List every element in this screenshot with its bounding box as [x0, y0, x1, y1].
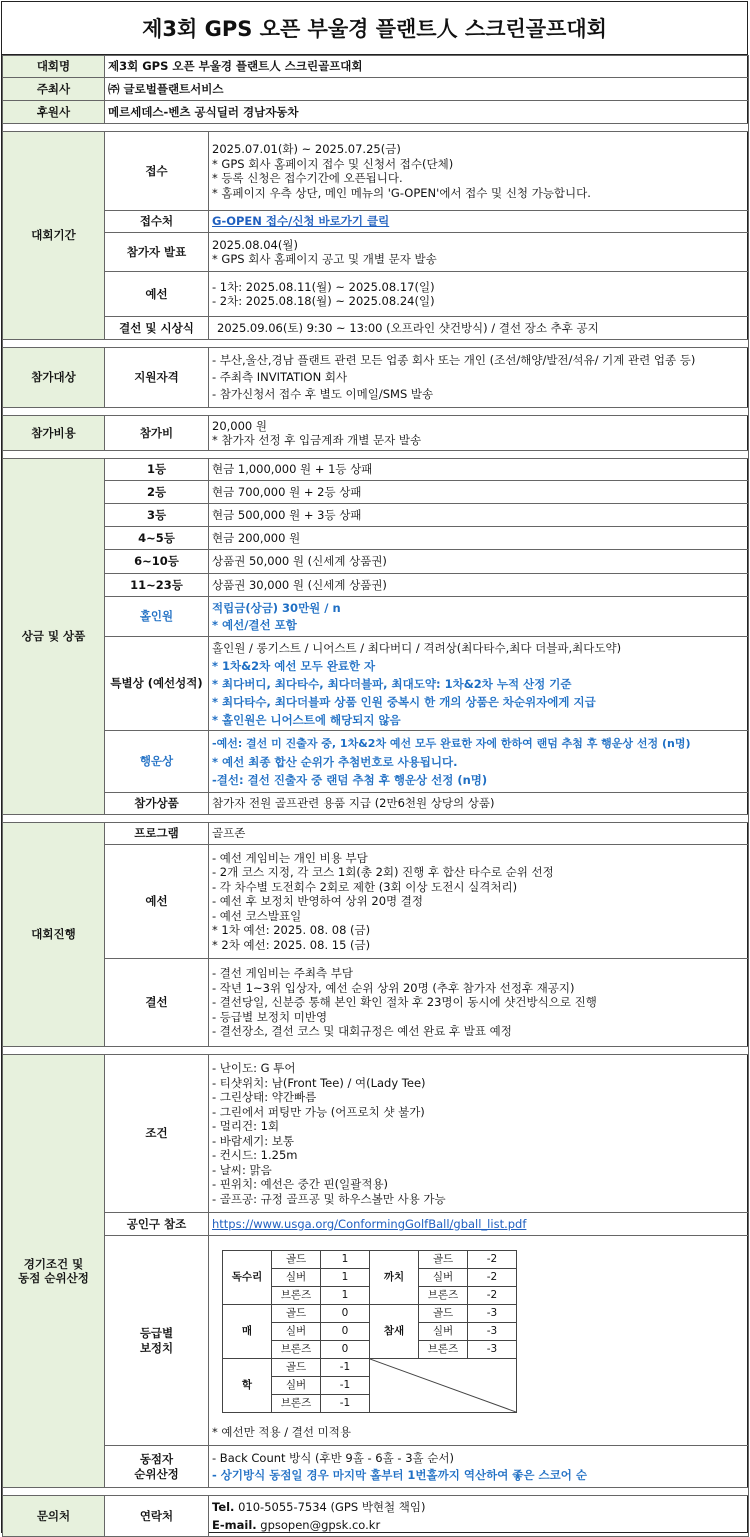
qualification-value — [209, 348, 749, 408]
program-value: 골프존 — [209, 823, 749, 845]
grade-medal: 실버 — [272, 1377, 321, 1395]
gift-label: 참가상품 — [105, 793, 209, 815]
email-label: E-mail. — [212, 1518, 257, 1532]
tie-label-line: 동점자 — [139, 1452, 174, 1466]
grade-bonus: -1 — [321, 1359, 370, 1377]
gift-value: 참가자 전원 골프관련 용품 지급 (2만6천원 상당의 상품) — [209, 793, 749, 815]
grade-medal: 브론즈 — [419, 1287, 468, 1305]
grade-medal: 골드 — [272, 1305, 321, 1323]
special-prize-label: 특별상 (예선성적) — [105, 637, 209, 731]
sponsor-label: 후원사 — [3, 101, 105, 124]
prelim-period-label: 예선 — [105, 272, 209, 317]
prelim-line: - 예선 후 보정치 반영하여 상위 20명 결정 — [212, 894, 424, 909]
rank-label: 1등 — [105, 459, 209, 481]
host-label: 주최사 — [3, 78, 105, 101]
qualification-label: 지원자격 — [105, 348, 209, 408]
row-qualification — [3, 348, 749, 408]
rank-value: 상품권 50,000 원 (신세계 상품권) — [209, 550, 749, 574]
condition-line: - 멀리건: 1회 — [212, 1119, 280, 1133]
tie-value — [209, 1446, 749, 1488]
row-prize-rank — [3, 574, 749, 597]
condition-line: - 난이도: G 투어 — [212, 1061, 296, 1075]
email-value[interactable]: gpsopen@gpsk.co.kr — [260, 1518, 381, 1532]
grade-bonus: -2 — [468, 1251, 517, 1269]
grade-medal: 브론즈 — [272, 1341, 321, 1359]
g-open-link[interactable]: G-OPEN 접수/신청 바로가기 클릭 — [212, 214, 390, 229]
fee-value — [209, 416, 749, 451]
empty-diagonal-cell — [370, 1359, 517, 1413]
grade-bonus: 1 — [321, 1251, 370, 1269]
grade-medal: 브론즈 — [419, 1341, 468, 1359]
lucky-prize-line: -예선: 결선 미 진출자 중, 1차&2차 예선 모두 완료한 자에 한하여 랜덤 추첨 후 행운상 선정 (n명) — [212, 736, 691, 750]
grade-medal: 브론즈 — [272, 1287, 321, 1305]
tel-value: 010-5055-7534 (GPS 박현철 책임) — [238, 1500, 426, 1514]
grade-medal: 골드 — [272, 1251, 321, 1269]
hole-in-one-line: * 예선/결선 포함 — [212, 617, 297, 632]
prelim-line: * 2차 예선: 2025. 08. 15 (금) — [212, 937, 371, 952]
rank-value: 현금 500,000 원 + 3등 상패 — [209, 504, 749, 527]
grade-medal: 실버 — [419, 1269, 468, 1287]
special-prize-line: * 1차&2차 예선 모두 완료한 자 — [212, 658, 376, 673]
row-final — [3, 959, 749, 1047]
lucky-prize-value — [209, 731, 749, 793]
special-prize-first: 홀인원 / 롱기스트 / 니어스트 / 최다버디 / 격려상(최다타수,최다 더블파,최다도약) — [212, 640, 622, 655]
conditions-label-line: 동점 순위산정 — [18, 1271, 89, 1285]
row-receipt-place — [3, 211, 749, 233]
tel-label: Tel. — [212, 1500, 235, 1514]
grade-medal: 실버 — [419, 1323, 468, 1341]
grade-medal: 브론즈 — [272, 1395, 321, 1413]
rank-value: 현금 1,000,000 원 + 1등 상패 — [209, 459, 749, 481]
row-lucky-prize — [3, 731, 749, 793]
tie-line: - 상기방식 동점일 경우 마지막 홀부터 1번홀까지 역산하여 좋은 스코어 순 — [212, 1467, 587, 1482]
host-value: ㈜ 글로벌플랜트서비스 — [105, 78, 749, 101]
condition-line: - 그린에서 퍼팅만 가능 (어프로치 샷 불가) — [212, 1104, 425, 1119]
ball-list-link[interactable]: https://www.usga.org/ConformingGolfBall/gball_list.pdf — [212, 1216, 527, 1231]
final-line: - 결선당일, 신분증 통해 본인 확인 절차 후 23명이 동시에 샷건방식으로 진행 — [212, 995, 597, 1010]
condition-label: 조건 — [105, 1055, 209, 1213]
rank-value: 현금 700,000 원 + 2등 상패 — [209, 481, 749, 504]
grade-label — [105, 1236, 209, 1446]
grade-label-line: 보정치 — [139, 1340, 174, 1355]
contact-email — [212, 1516, 745, 1534]
poster — [1, 1, 748, 1533]
receipt-line: * 등록 신청은 접수기간에 오픈됩니다. — [212, 171, 403, 185]
special-prize-line: * 홀인원은 니어스트에 해당되지 않음 — [212, 712, 401, 727]
prelim-period-value — [209, 272, 749, 317]
row-hole-in-one — [3, 597, 749, 637]
row-fee — [3, 416, 749, 451]
grade-note: * 예선만 적용 / 결선 미적용 — [212, 1425, 351, 1439]
row-program — [3, 823, 749, 845]
grade-value — [209, 1236, 749, 1446]
rank-label: 2등 — [105, 481, 209, 504]
grade-bonus: 0 — [321, 1341, 370, 1359]
grade-bonus: -1 — [321, 1377, 370, 1395]
row-ball — [3, 1213, 749, 1236]
tie-label — [105, 1446, 209, 1488]
row-gift — [3, 793, 749, 815]
receipt-label: 접수 — [105, 132, 209, 211]
prelim-line: * 1차 예선: 2025. 08. 08 (금) — [212, 923, 371, 938]
contact-sub-label: 연락처 — [105, 1496, 209, 1537]
row-prize-rank — [3, 550, 749, 574]
row-prize-rank — [3, 504, 749, 527]
condition-line: - 바람세기: 보통 — [212, 1133, 294, 1148]
announce-label: 참가자 발표 — [105, 233, 209, 272]
prelim-line: - 예선 게임비는 개인 비용 부담 — [212, 850, 368, 865]
grade-bonus: -2 — [468, 1287, 517, 1305]
hole-in-one-value — [209, 597, 749, 637]
event-name-value: 제3회 GPS 오픈 부울경 플랜트人 스크린골프대회 — [105, 56, 749, 78]
grade-medal: 골드 — [272, 1359, 321, 1377]
qualification-line: - 참가신청서 접수 후 별도 이메일/SMS 발송 — [212, 387, 434, 401]
receipt-place-label: 접수처 — [105, 211, 209, 233]
conditions-label-line: 경기조건 및 — [23, 1256, 84, 1271]
prelim-label: 예선 — [105, 845, 209, 959]
tie-line: - Back Count 방식 (후반 9홀 - 6홀 - 3홀 순서) — [212, 1450, 454, 1465]
rank-label: 4~5등 — [105, 527, 209, 550]
grade-name: 학 — [223, 1359, 272, 1413]
progress-label: 대회진행 — [3, 823, 105, 1047]
grade-bonus-table — [222, 1250, 517, 1413]
info-table — [2, 55, 749, 1537]
final-period-value: 2025.09.06(토) 9:30 ~ 13:00 (오프라인 샷건방식) / 결선 장소 추후 공지 — [209, 317, 749, 340]
prizes-label: 상금 및 상품 — [3, 459, 105, 815]
tie-label-line: 순위산정 — [134, 1466, 179, 1481]
special-prize-value — [209, 637, 749, 731]
receipt-line: 2025.07.01(화) ~ 2025.07.25(금) — [212, 142, 401, 156]
receipt-line: * 홈페이지 우측 상단, 메인 메뉴의 'G-OPEN'에서 접수 및 신청 가능합니다. — [212, 185, 591, 200]
prelim-period-line: - 2차: 2025.08.18(월) ~ 2025.08.24(일) — [212, 294, 435, 308]
grade-medal: 골드 — [419, 1305, 468, 1323]
contact-label: 문의처 — [3, 1496, 105, 1537]
condition-line: - 그린상태: 약간빠름 — [212, 1090, 317, 1104]
row-special-prize — [3, 637, 749, 731]
grade-label-line: 등급별 — [139, 1326, 174, 1340]
grade-bonus: -2 — [468, 1269, 517, 1287]
program-label: 프로그램 — [105, 823, 209, 845]
special-prize-line: * 최다버디, 최다타수, 최다더블파, 최대도약: 1차&2차 누적 산정 기준 — [212, 676, 572, 691]
condition-line: - 컨시드: 1.25m — [212, 1148, 298, 1162]
announce-line: 2025.08.04(월) — [212, 237, 298, 252]
diagonal-line — [370, 1359, 516, 1412]
prelim-value — [209, 845, 749, 959]
grade-medal: 골드 — [419, 1251, 468, 1269]
prelim-line: - 2개 코스 지정, 각 코스 1회(총 2회) 진행 후 합산 타수로 순위 선정 — [212, 865, 554, 880]
ball-label: 공인구 참조 — [105, 1213, 209, 1236]
qualification-line: - 부산,울산,경남 플랜트 관련 모든 업종 회사 또는 개인 (조선/해양/발전/석유/ 기계 관련 업종 등) — [212, 353, 696, 367]
lucky-prize-line: -결선: 결선 진출자 중 랜덤 추첨 후 행운상 선정 (n명) — [212, 772, 488, 787]
rank-label: 6~10등 — [105, 550, 209, 574]
row-prelim-period — [3, 272, 749, 317]
rank-label: 3등 — [105, 504, 209, 527]
condition-line: - 핀위치: 예선은 중간 핀(일괄적용) — [212, 1177, 389, 1191]
final-label: 결선 — [105, 959, 209, 1047]
row-prize-rank — [3, 527, 749, 550]
lucky-prize-label: 행운상 — [105, 731, 209, 793]
grade-bonus: -3 — [468, 1323, 517, 1341]
hole-in-one-label: 홀인원 — [105, 597, 209, 637]
conditions-label — [3, 1055, 105, 1488]
grade-bonus: 0 — [321, 1323, 370, 1341]
grade-bonus: -3 — [468, 1341, 517, 1359]
row-contact — [3, 1496, 749, 1537]
hole-in-one-line: 적립금(상금) 30만원 / n — [212, 600, 341, 615]
fee-sub-label: 참가비 — [105, 416, 209, 451]
receipt-line: * GPS 회사 홈페이지 접수 및 신청서 접수(단체) — [212, 156, 454, 171]
grade-bonus: -3 — [468, 1305, 517, 1323]
final-line: - 결선 게임비는 주최측 부담 — [212, 966, 353, 981]
grade-name: 참새 — [370, 1305, 419, 1359]
prelim-line: - 각 차수별 도전회수 2회로 제한 (3회 이상 도전시 실격처리) — [212, 879, 518, 894]
row-prize-rank — [3, 481, 749, 504]
grade-bonus: 0 — [321, 1305, 370, 1323]
event-name-label: 대회명 — [3, 56, 105, 78]
grade-bonus: -1 — [321, 1395, 370, 1413]
fee-line: 20,000 원 — [212, 418, 268, 433]
condition-line: - 날씨: 맑음 — [212, 1162, 272, 1177]
ball-value — [209, 1213, 749, 1236]
prelim-line: - 예선 코스발표일 — [212, 908, 302, 923]
grade-name: 독수리 — [223, 1251, 272, 1305]
prelim-period-line: - 1차: 2025.08.11(월) ~ 2025.08.17(일) — [212, 279, 435, 294]
receipt-value — [209, 132, 749, 211]
grade-bonus: 1 — [321, 1269, 370, 1287]
grade-medal: 실버 — [272, 1269, 321, 1287]
announce-value — [209, 233, 749, 272]
row-event-name — [3, 56, 749, 78]
row-sponsor — [3, 101, 749, 124]
row-announce — [3, 233, 749, 272]
condition-line: - 골프공: 규정 골프공 및 하우스볼만 사용 가능 — [212, 1191, 446, 1206]
grade-name: 까치 — [370, 1251, 419, 1305]
grade-medal: 실버 — [272, 1323, 321, 1341]
row-receipt — [3, 132, 749, 211]
row-final-period — [3, 317, 749, 340]
row-host — [3, 78, 749, 101]
sponsor-value: 메르세데스-벤츠 공식딜러 경남자동차 — [105, 101, 749, 124]
qualification-line: - 주최측 INVITATION 회사 — [212, 370, 348, 384]
target-label: 참가대상 — [3, 348, 105, 408]
final-line: - 작년 1~3위 입상자, 예선 순위 상위 20명 (추후 참가자 선정후 재공지) — [212, 980, 575, 995]
row-grade — [3, 1236, 749, 1446]
page-title: 제3회 GPS 오픈 부울경 플랜트人 스크린골프대회 — [2, 2, 747, 55]
row-prelim — [3, 845, 749, 959]
rank-label: 11~23등 — [105, 574, 209, 597]
rank-value: 현금 200,000 원 — [209, 527, 749, 550]
final-line: - 등급별 보정치 미반영 — [212, 1009, 328, 1024]
rank-value: 상품권 30,000 원 (신세계 상품권) — [209, 574, 749, 597]
grade-bonus: 1 — [321, 1287, 370, 1305]
announce-line: * GPS 회사 홈페이지 공고 및 개별 문자 발송 — [212, 252, 437, 266]
special-prize-line: * 최다타수, 최다더블파 상품 인원 중복시 한 개의 상품은 차순위자에게 지급 — [212, 694, 596, 709]
fee-line: * 참가자 선정 후 입금계좌 개별 문자 발송 — [212, 433, 422, 447]
contact-tel — [212, 1498, 745, 1516]
lucky-prize-line: * 예선 최종 합산 순위가 추첨번호로 사용됩니다. — [212, 754, 458, 769]
final-value — [209, 959, 749, 1047]
final-line: - 결선장소, 결선 코스 및 대회규정은 예선 완료 후 발표 예정 — [212, 1024, 512, 1039]
grade-name: 매 — [223, 1305, 272, 1359]
condition-line: - 티샷위치: 남(Front Tee) / 여(Lady Tee) — [212, 1075, 426, 1090]
row-tie — [3, 1446, 749, 1488]
contact-value — [209, 1496, 749, 1537]
receipt-place-value — [209, 211, 749, 233]
final-period-label: 결선 및 시상식 — [105, 317, 209, 340]
row-prize-rank — [3, 459, 749, 481]
condition-value — [209, 1055, 749, 1213]
row-conditions — [3, 1055, 749, 1213]
fee-label: 참가비용 — [3, 416, 105, 451]
period-label: 대회기간 — [3, 132, 105, 340]
